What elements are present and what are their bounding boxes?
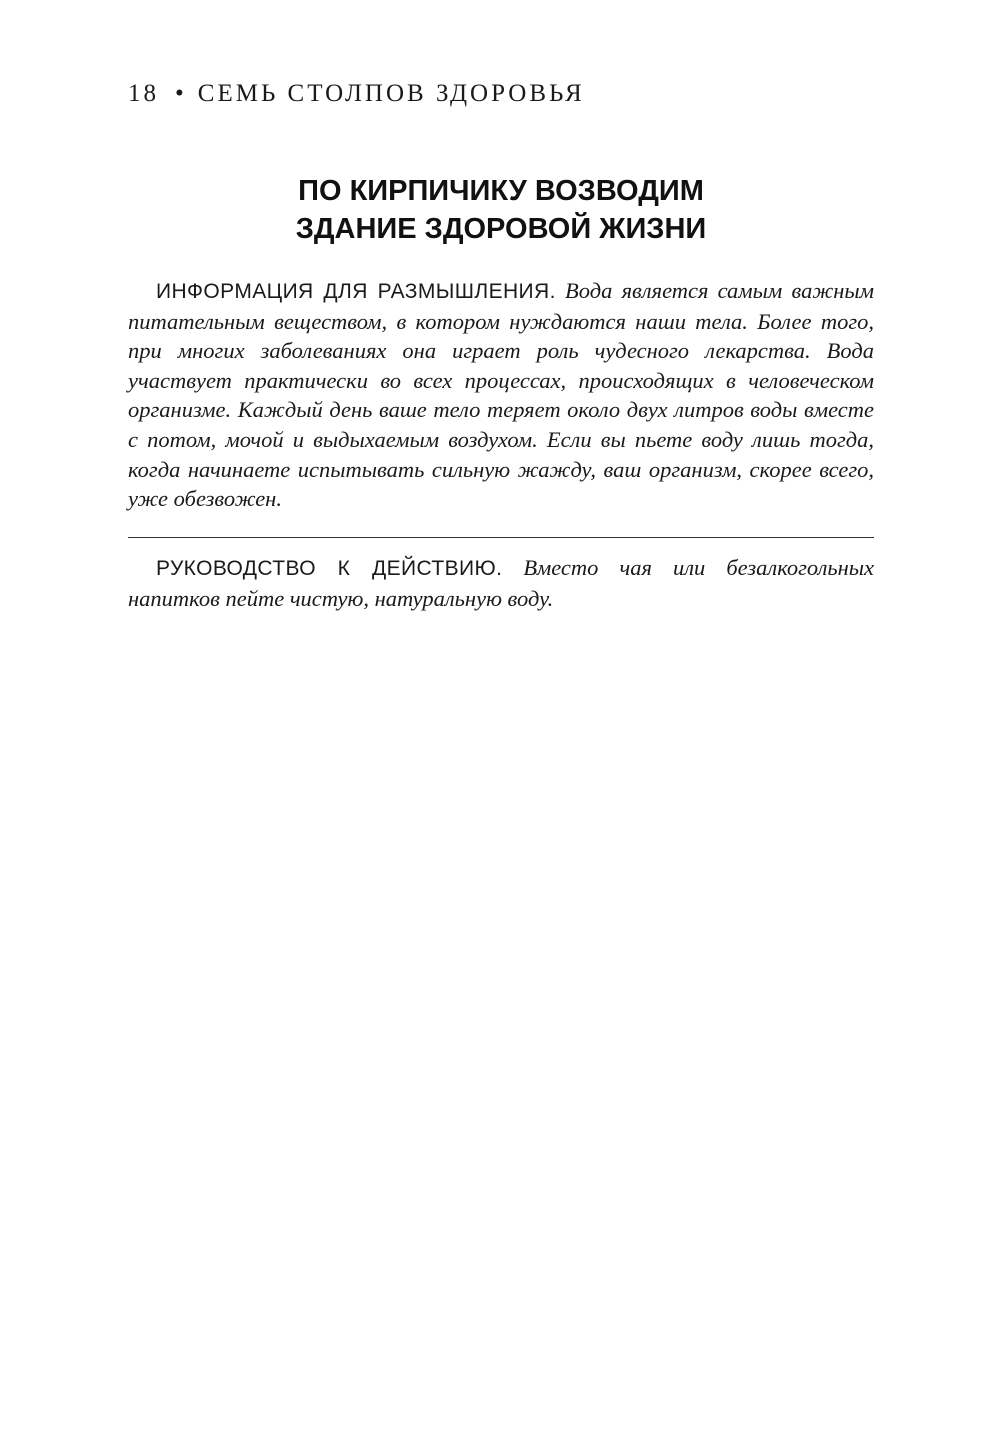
- page-number: 18: [128, 80, 159, 107]
- section-title: [128, 172, 874, 248]
- info-lead: ИНФОРМАЦИЯ ДЛЯ РАЗМЫШЛЕНИЯ.: [156, 280, 556, 303]
- info-paragraph: [128, 276, 874, 514]
- separator-bullet: •: [175, 80, 184, 107]
- section-title-line-2: ЗДАНИЕ ЗДОРОВОЙ ЖИЗНИ: [295, 213, 707, 245]
- section-divider: [128, 537, 874, 538]
- action-lead: РУКОВОДСТВО К ДЕЙСТВИЮ.: [156, 557, 503, 580]
- running-head: [128, 80, 585, 108]
- action-paragraph: [128, 553, 874, 613]
- book-title: СЕМЬ СТОЛПОВ ЗДОРОВЬЯ: [197, 80, 585, 107]
- section-title-line-1: ПО КИРПИЧИКУ ВОЗВОДИМ: [298, 175, 704, 207]
- info-text: Вода является самым важным питательным веществом, в котором нуждаются наши тела. Более того, при многих заболеваниях она играет роль чудесного лекарства. Вода участвует практически во всех процессах, происходящих в человеческом организме. Каждый день ваше тело теряет около двух литров воды вместе с потом, мочой и выдыхаемым воздухом. Если вы пьете воду лишь тогда, когда начинаете испытывать сильную жажду, ваш организм, скорее всего, уже обезвожен.: [128, 278, 875, 512]
- action-text: Вместо чая или безалкогольных напитков пейте чистую, натуральную воду.: [128, 555, 875, 611]
